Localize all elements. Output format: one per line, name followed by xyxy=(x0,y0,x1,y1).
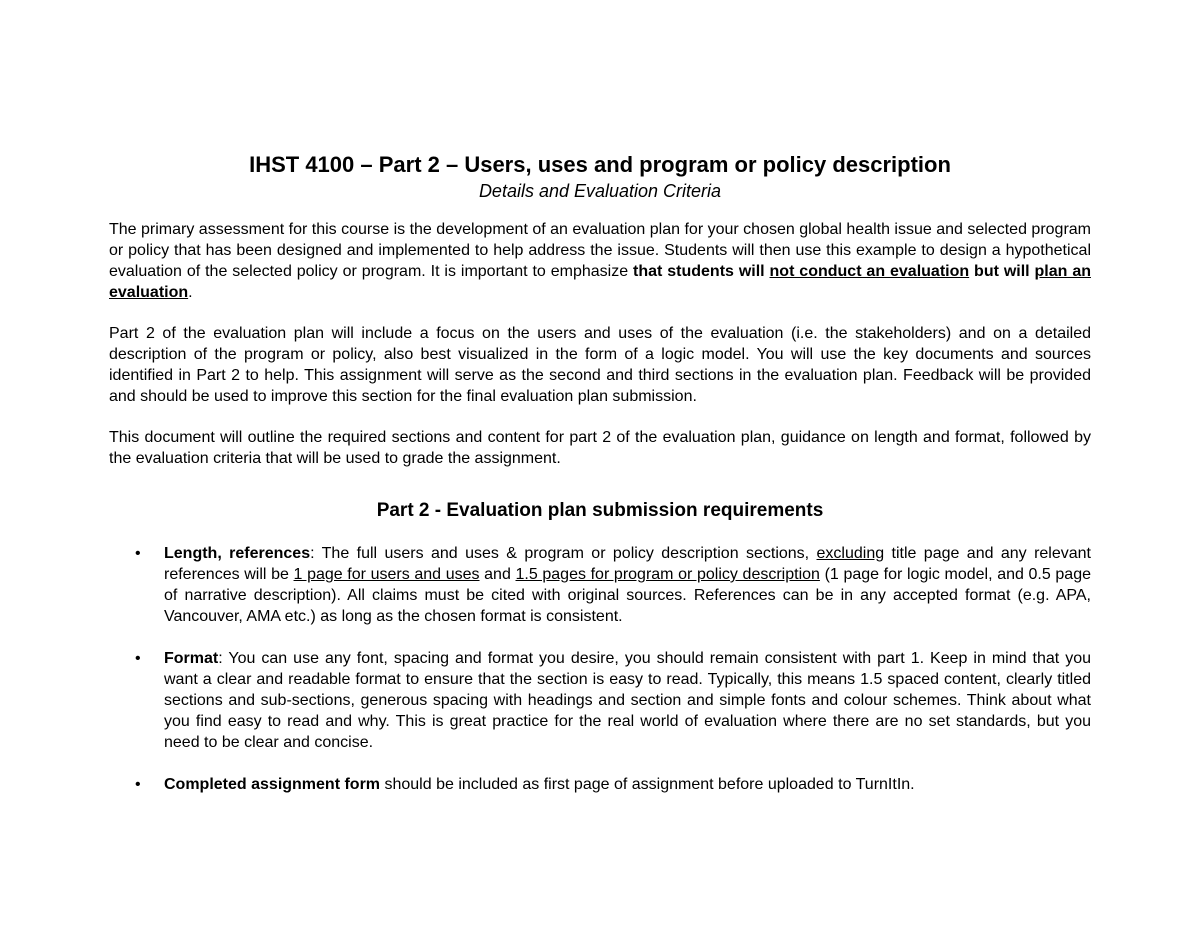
intro-p1-bold-underline-1: not conduct an evaluation xyxy=(769,263,970,280)
requirement-length-underline-3: 1.5 pages for program or policy description xyxy=(515,566,820,583)
requirement-form-item xyxy=(109,774,1091,795)
requirements-list xyxy=(109,543,1091,795)
intro-paragraph-2: Part 2 of the evaluation plan will include a focus on the users and uses of the evaluation (i.e. the stakeholders) and on a detailed description of the program or policy, also best visualized in the form of a logic model. You will use the key documents and sources identified in Part 2 to help. This assignment will serve as the second and third sections in the evaluation plan. Feedback will be provided and should be used to improve this section for the final evaluation plan submission. xyxy=(109,325,1091,405)
intro-p1-bold-underline-2: plan an evaluation xyxy=(109,263,1091,301)
bullet-icon: • xyxy=(135,545,141,562)
intro-p1-text: The primary assessment for this course is the development of an evaluation plan for your chosen global health issue and selected program or policy that has been designed and implemented to help address the issue. Students will then use this example to design a hypothetical evaluation of the selected policy or program. It is important to emphasize xyxy=(109,221,1091,280)
requirement-length-text-4: (1 page for logic model, and 0.5 page of narrative description). All claims must be cited with original sources. References can be in any accepted format (e.g. APA, Vancouver, AMA etc.) as long as the chosen format is consistent. xyxy=(164,566,1092,625)
requirement-length-text-1: : The full users and uses & program or policy description sections, xyxy=(310,545,817,562)
requirement-length-underline-1: excluding xyxy=(816,545,885,562)
requirement-length-text-3: and xyxy=(479,566,516,583)
document-subtitle: Details and Evaluation Criteria xyxy=(478,181,722,201)
requirement-format-text: : You can use any font, spacing and format you desire, you should remain consistent with part 1. Keep in mind that you want a clear and readable format to ensure that the section is easy to read. Typically, this means 1.5 spaced content, clearly titled sections and sub-sections, generous spacing with headings and section and simple fonts and colour schemes. Think about what you find easy to read and why. This is great practice for the real world of evaluation where there are no set standards, but you need to be clear and concise. xyxy=(164,650,1091,751)
requirement-length-item xyxy=(109,543,1091,627)
document-page xyxy=(109,150,1091,816)
intro-p1-end: . xyxy=(188,284,193,301)
requirement-length-text-2: title page and any relevant references will be xyxy=(164,545,1091,583)
intro-p1-bold-a: that students will xyxy=(633,263,770,280)
requirement-form-label: Completed assignment form xyxy=(164,776,381,793)
requirements-heading: Part 2 - Evaluation plan submission requirements xyxy=(376,500,824,521)
requirement-format-item xyxy=(109,648,1091,753)
intro-paragraph-1 xyxy=(109,219,1091,303)
requirement-form-text: should be included as first page of assignment before uploaded to TurnItIn. xyxy=(380,776,915,793)
requirement-length-label: Length, references xyxy=(164,545,311,562)
intro-paragraph-3: This document will outline the required sections and content for part 2 of the evaluation plan, guidance on length and format, followed by the evaluation criteria that will be used to grade the assignment. xyxy=(109,429,1091,467)
bullet-icon: • xyxy=(135,650,141,667)
document-title: IHST 4100 – Part 2 – Users, uses and program or policy description xyxy=(249,152,951,177)
bullet-icon: • xyxy=(135,776,141,793)
requirement-length-underline-2: 1 page for users and uses xyxy=(293,566,480,583)
requirement-format-label: Format xyxy=(164,650,219,667)
intro-p1-bold-b: but will xyxy=(969,263,1035,280)
